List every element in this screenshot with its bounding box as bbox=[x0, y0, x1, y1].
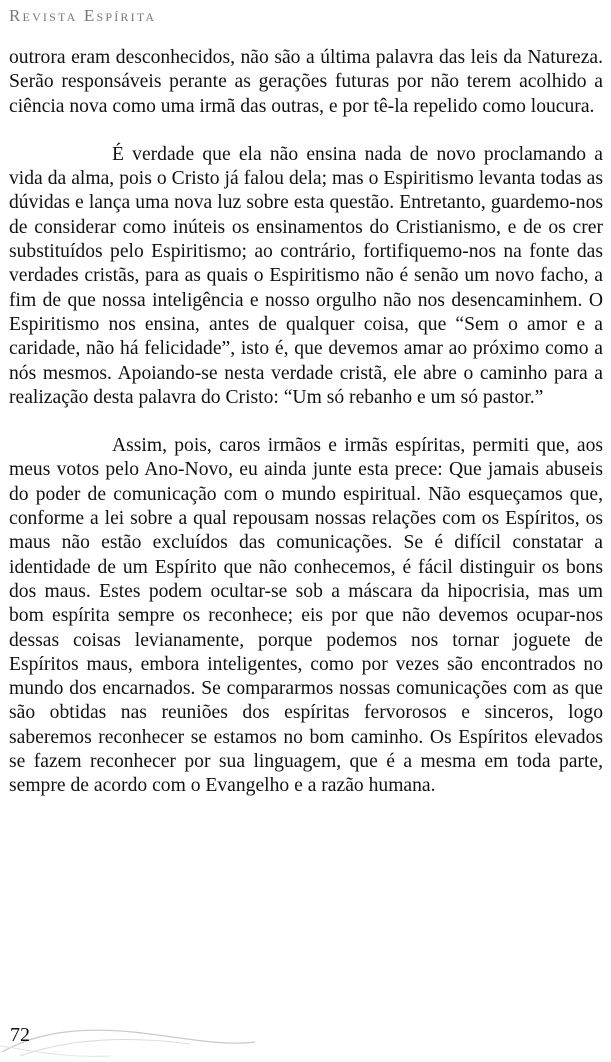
paragraph-prece: Assim, pois, caros irmãos e irmãs espíritas, permiti que, aos meus votos pelo Ano-Novo, eu ainda junte esta prece: Que jamais abuseis do poder de comunicação com o mundo espiritual. Não esqueçamos que, conforme a lei sobre a qual repousam nossas relações com os Espíritos, os maus não estão excluídos das comunicações. Se é difícil constatar a identidade de um Espírito que não conhecemos, é fácil distinguir os bons dos maus. Estes podem ocultar-se sob a máscara da hipocrisia, mas um bom espírita sempre os reconhece; eis por que não devemos ocupar-nos dessas coisas levianamente, porque podemos nos tornar joguete de Espíritos maus, embora inteligentes, como por vezes são encontrados no mundo dos encarnados. Se compararmos nossas comunicações com as que são obtidas nas reuniões dos espíritas fervorosos e sinceros, logo saberemos reconhecer se estamos no bom caminho. Os Espíritos elevados se fazem reconhecer por sua linguagem, que é a mesma em toda parte, sempre de acordo com o Evangelho e a razão humana. bbox=[9, 435, 603, 797]
page-body bbox=[9, 46, 603, 799]
paragraph-espiritismo: É verdade que ela não ensina nada de novo proclamando a vida da alma, pois o Cristo já falou dela; mas o Espiritismo levanta todas as dúvidas e lança uma nova luz sobre esta questão. Entretanto, guardemo-nos de considerar como inúteis os ensinamentos do Cristianismo, e de os crer substituídos pelo Espiritismo; ao contrário, fortifiquemo-nos na fonte das verdades cristãs, para as quais o Espiritismo não é senão um novo facho, a fim de que nossa inteligência e nosso orgulho não nos desencaminhem. O Espiritismo nos ensina, antes de qualquer coisa, que “Sem o amor e a caridade, não há felicidade”, isto é, que devemos amar ao próximo como a nós mesmos. Apoiando-se nesta verdade cristã, ele abre o caminho para a realização desta palavra do Cristo: “Um só rebanho e um só pastor.” bbox=[9, 143, 603, 408]
paragraph-continued: outrora eram desconhecidos, não são a última palavra das leis da Natureza. Serão responsáveis perante as gerações futuras por não terem acolhido a ciência nova como uma irmã das outras, e por tê-la repelido como loucura. bbox=[9, 47, 603, 117]
running-header: Revista Espírita bbox=[9, 6, 157, 25]
footer-flourish-ornament bbox=[0, 1020, 260, 1060]
page-number: 72 bbox=[10, 1024, 30, 1046]
